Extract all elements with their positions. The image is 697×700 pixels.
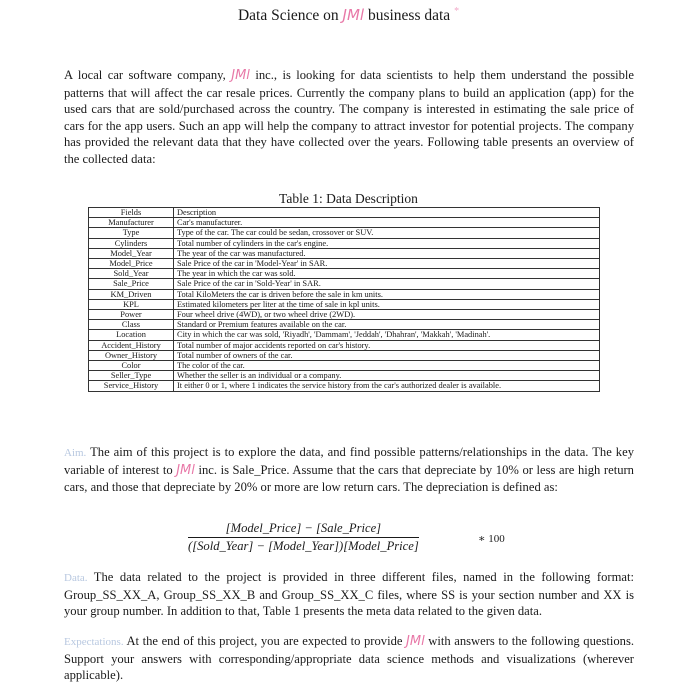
table-cell-description: It either 0 or 1, where 1 indicates the service history from the car's authorized dealer is available. [174,381,600,391]
formula-numerator: [Model_Price] − [Sale_Price] [188,521,419,538]
table-row [89,381,600,391]
table-cell-description: Sale Price of the car in 'Sold-Year' in SAR. [174,279,600,289]
expectations-paragraph: Expectations. At the end of this project, you are expected to provide JMl with answers to the following questions. Support your answers with corresponding/appropriate data science methods and visualizations (wherever applicable). [64,634,634,682]
table-cell-field: Power [89,310,174,320]
company-handwritten-name: JMl [231,68,250,83]
table-cell-field: KM_Driven [89,289,174,299]
table-cell-description: The color of the car. [174,361,600,371]
formula-denominator: ([Sold_Year] − [Model_Year])[Model_Price] [188,539,419,553]
table-cell-field: Sale_Price [89,279,174,289]
table-cell-field: Model_Price [89,259,174,269]
table-cell-description: Standard or Premium features available on the car. [174,320,600,330]
table-caption: Table 1: Data Description [279,191,418,206]
data-description-table [88,207,600,392]
table-row [89,371,600,381]
table-cell-field: Accident_History [89,340,174,350]
table-row [89,340,600,350]
table-row [89,218,600,228]
table-cell-field: Location [89,330,174,340]
formula-multiplier: ∗ 100 [478,533,505,545]
table-cell-description: Total KiloMeters the car is driven before the sale in km units. [174,289,600,299]
title-mark: * [454,6,460,17]
table-cell-description: Car's manufacturer. [174,218,600,228]
aim-paragraph: Aim. The aim of this project is to explore the data, and find possible patterns/relationships in the data. The key variable of interest to JMl inc. is Sale_Price. Assume that the cars that depreciate by 10% or less are high return cars, and those that depreciate by 20% or more are low return cars. The depreciation is defined as: [64,445,634,494]
table-row [89,259,600,269]
table-cell-description: Total number of major accidents reported on car's history. [174,340,600,350]
table-cell-description: Type of the car. The car could be sedan, crossover or SUV. [174,228,600,238]
table-cell-field: Cylinders [89,238,174,248]
table-row [89,228,600,238]
company-handwritten-name: JMl [406,634,425,649]
table-row [89,238,600,248]
formula-fraction [188,521,419,554]
table-row [89,289,600,299]
table-cell-field: Color [89,361,174,371]
table-cell-field: Type [89,228,174,238]
table-cell-field: Service_History [89,381,174,391]
company-handwritten-name: JMl [342,6,365,25]
table-row [89,299,600,309]
expectations-label: Expectations. [64,636,124,648]
company-handwritten-name: JMl [176,462,195,478]
table-row [89,248,600,258]
table-cell-field: Manufacturer [89,218,174,228]
table-cell-field: Seller_Type [89,371,174,381]
table-cell-field: Model_Year [89,248,174,258]
table-cell-description: Total number of cylinders in the car's engine. [174,238,600,248]
depreciation-formula [188,521,518,554]
table-cell-description: Total number of owners of the car. [174,350,600,360]
table-cell-description: Estimated kilometers per liter at the time of sale in kpl units. [174,299,600,309]
table-cell-description: Four wheel drive (4WD), or two wheel drive (2WD). [174,310,600,320]
table-row [89,350,600,360]
table-cell-field: Sold_Year [89,269,174,279]
page-title: Data Science on JMl business data * [237,6,460,25]
aim-label: Aim. [64,447,87,459]
table-cell-field: KPL [89,299,174,309]
table-cell-description: Whether the seller is an individual or a company. [174,371,600,381]
table-cell-description: The year of the car was manufactured. [174,248,600,258]
data-label: Data. [64,572,88,584]
table-row [89,310,600,320]
table-row [89,269,600,279]
table-row [89,320,600,330]
intro-paragraph: A local car software company, JMl inc., is looking for data scientists to help them understand the possible patterns that will affect the car resale prices. Currently the company plans to build an application (app) for the used cars that are sold/purchased across the country. The company is interested in estimating the sale price of cars for the app users. Such an app will help the company to attract investor for potential projects. The company has provided the relevant data that they have collected over the years. Following table presents an overview of the collected data: [64,68,635,166]
table-cell-description: City in which the car was sold, 'Riyadh', 'Dammam', 'Jeddah', 'Dhahran', 'Makkah', 'Madinah'. [174,330,600,340]
table-row [89,361,600,371]
table-cell-description: Sale Price of the car in 'Model-Year' in SAR. [174,259,600,269]
table-cell-description: Description [174,208,600,218]
data-paragraph: Data. The data related to the project is provided in three different files, named in the following format: Group_SS_XX_A, Group_SS_XX_B and Group_SS_XX_C files, where SS is your section number and XX is your group number. In addition to that, Table 1 presents the meta data related to the given data. [64,570,634,618]
table-cell-field: Fields [89,208,174,218]
table-cell-field: Owner_History [89,350,174,360]
table-cell-field: Class [89,320,174,330]
table-row [89,279,600,289]
table-cell-description: The year in which the car was sold. [174,269,600,279]
table-row [89,330,600,340]
table-row [89,208,600,218]
